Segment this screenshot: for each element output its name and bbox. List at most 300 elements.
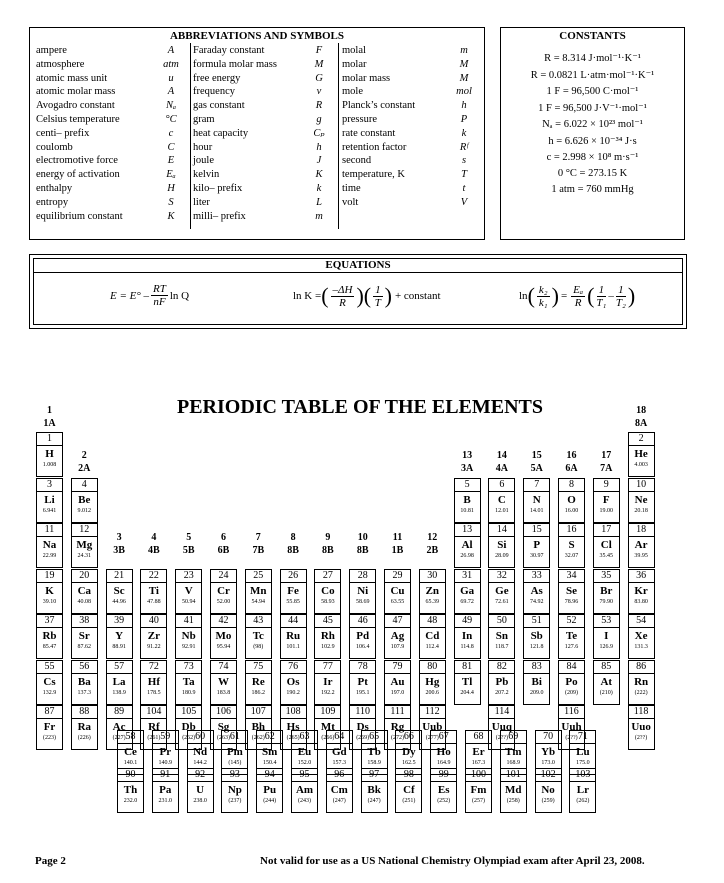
abbreviation-symbol: A [167,86,175,98]
abbreviation-symbol: Rᶠ [459,141,469,153]
element-cell [523,523,550,568]
group-number: 5 [186,532,192,543]
atomic-number: 17 [594,524,619,537]
atomic-mass: (262) [576,798,590,804]
element-cell [419,569,446,614]
element-symbol: Ru [286,630,301,642]
abbreviation-symbol: c [168,127,174,139]
atomic-mass: 101.1 [286,644,300,650]
element-cell [210,614,237,659]
element-cell [245,614,272,659]
atomic-mass: (243) [298,798,311,804]
element-cell [152,768,179,813]
abbreviation-term: liter [193,196,210,208]
group-number: 18 [636,405,647,416]
atomic-mass: (262) [251,735,265,741]
eq1-den: nF [153,296,166,308]
abbreviation-term: retention factor [342,141,407,153]
atomic-number: 11 [37,524,62,537]
element-symbol: H [45,448,54,460]
atomic-number: 65 [362,731,387,744]
element-cell [558,569,585,614]
element-cell [593,614,620,659]
atomic-number: 28 [350,570,375,583]
element-cell [71,523,98,568]
element-symbol: Ta [182,675,195,688]
atomic-mass: 200.6 [425,689,440,696]
element-symbol: Sg [217,721,230,733]
atomic-number: 1 [37,433,62,446]
abbreviation-symbol: t [462,183,466,194]
element-symbol: Co [321,584,335,597]
element-cell [140,569,167,614]
element-symbol: Au [390,675,405,688]
element-symbol: Gd [331,746,347,758]
atomic-number: 25 [246,570,271,583]
group-label: 4A [495,463,508,474]
group-label: 1A [43,418,56,429]
atomic-number: 118 [629,706,654,719]
atomic-number: 101 [501,769,526,782]
element-cell [395,768,422,813]
atomic-mass: 55.85 [286,598,300,605]
abbreviation-term: equilibrium constant [36,210,123,222]
eq3-close-paren-2: ) [627,283,636,308]
atomic-mass: 186.2 [251,689,266,696]
eq2-close-paren: ) [356,283,364,308]
atomic-number: 105 [176,706,201,719]
eq2-n2: 1 [375,283,381,296]
atomic-mass: 1.008 [42,462,57,468]
atomic-number: 12 [72,524,97,537]
element-symbol: K [45,584,54,597]
element-symbol: Cm [330,784,348,796]
element-cell [36,569,63,614]
element-cell [314,660,341,705]
atomic-mass: 69.72 [460,598,474,605]
atomic-number: 38 [72,615,97,628]
eq3-close-paren: ) [551,283,559,308]
element-symbol: N [532,493,541,506]
group-label: 4B [148,545,160,556]
element-cell [280,660,307,705]
atomic-number: 70 [536,731,561,744]
atomic-mass: (2??) [495,735,509,741]
element-symbol: Ni [357,584,369,597]
group-number: 16 [566,450,577,461]
atomic-mass: 106.4 [355,644,370,650]
group-number: 1 [47,405,52,416]
atomic-mass: (2??) [565,735,578,741]
abbreviation-term: milli– prefix [193,210,246,222]
atomic-number: 4 [72,479,97,492]
abbreviation-term: time [342,183,361,194]
abbreviation-term: entropy [36,196,69,208]
atomic-mass: 207.2 [495,689,509,696]
atomic-number: 6 [489,479,514,492]
atomic-mass: 232.0 [123,798,138,804]
atomic-mass: (226) [77,735,91,741]
atomic-mass: 137.3 [77,689,92,696]
element-symbol: S [568,539,575,551]
element-symbol: Pm [226,746,243,758]
element-cell [523,660,550,705]
element-cell [210,660,237,705]
abbreviation-symbol: K [167,210,175,222]
element-cell [349,660,376,705]
element-symbol: Y [115,630,124,642]
atomic-number: 91 [153,769,178,782]
element-symbol: Cr [217,584,230,597]
group-label: 8B [356,545,369,556]
atomic-number: 62 [257,731,282,744]
abbreviation-term: formula molar mass [193,58,277,70]
eq2-d2: T [374,296,381,309]
element-cell [593,478,620,523]
atomic-mass: 63.55 [390,598,405,605]
element-cell [117,768,144,813]
atomic-mass: 131.3 [634,644,648,650]
element-symbol: Am [295,784,314,796]
atomic-number: 30 [420,570,445,583]
atomic-mass: (272) [391,735,404,741]
atomic-number: 14 [489,524,514,537]
atomic-mass: (98) [253,644,264,650]
element-symbol: Re [251,675,265,688]
eq3-d2: R [574,296,582,309]
element-cell [245,660,272,705]
atomic-number: 20 [72,570,97,583]
group-label: 7A [600,463,613,474]
atomic-number: 46 [350,615,375,628]
element-cell [140,660,167,705]
element-symbol: Dy [402,746,416,758]
atomic-mass: 85.47 [42,644,57,650]
atomic-mass: 92.91 [181,644,196,650]
group-number: 17 [601,450,612,461]
eq3-minus: – [608,290,614,302]
abbreviation-symbol: K [315,169,323,181]
abbreviation-symbol: Cₚ [313,127,325,139]
atomic-number: 61 [222,731,247,744]
element-symbol: Os [286,675,300,688]
element-symbol: Mn [250,584,267,597]
element-symbol: W [218,675,229,688]
abbreviation-symbol: J [316,155,322,167]
element-cell [140,614,167,659]
element-symbol: Eu [297,746,312,758]
element-symbol: Pt [357,675,368,688]
eq3-d1: k₁ [538,296,548,309]
atomic-mass: (222) [634,689,648,696]
element-symbol: Cf [403,784,415,796]
abbreviation-term: second [342,155,372,167]
abbreviation-symbol: m [460,45,468,56]
element-symbol: Cu [390,584,405,597]
element-symbol: Db [181,721,196,733]
element-cell [454,569,481,614]
atomic-number: 49 [455,615,480,628]
element-cell [488,569,515,614]
atomic-number: 60 [188,731,213,744]
atomic-mass: 91.22 [147,644,161,650]
abbreviation-term: mole [342,86,363,98]
element-cell [454,478,481,523]
atomic-number: 59 [153,731,178,744]
abbreviation-term: Celsius temperature [36,114,120,125]
atomic-number: 74 [211,661,236,674]
atomic-number: 111 [385,706,410,719]
atomic-number: 82 [489,661,514,674]
element-cell [221,768,248,813]
constant-line: R = 8.314 J·mol⁻¹·K⁻¹ [544,53,641,64]
abbreviation-term: centi– prefix [36,127,90,139]
element-symbol: La [112,675,126,688]
eq3-n2: Eₐ [573,283,584,296]
atomic-mass: (2??) [634,735,648,741]
element-symbol: Cd [425,630,440,642]
element-symbol: Bk [367,784,381,796]
abbreviation-symbol: F [315,45,323,56]
atomic-mass: 74.92 [529,598,544,605]
atomic-mass: 140.1 [123,760,138,766]
atomic-number: 89 [107,706,132,719]
abbreviation-term: molal [342,45,366,56]
atomic-mass: 190.2 [286,689,300,696]
atomic-number: 21 [107,570,132,583]
atomic-number: 47 [385,615,410,628]
atomic-mass: 150.4 [262,760,277,766]
group-number: 2 [81,450,87,461]
atomic-mass: 50.94 [181,598,196,605]
atomic-mass: 19.00 [599,507,614,514]
element-symbol: Tb [367,746,381,758]
atomic-mass: 197.0 [390,689,405,696]
atomic-number: 116 [559,706,584,719]
element-cell [558,660,585,705]
atomic-number: 34 [559,570,584,583]
element-cell [210,569,237,614]
element-symbol: Ra [77,721,92,733]
constant-line: 0 °C = 273.15 K [557,167,628,179]
element-cell [628,478,655,523]
abbreviation-term: kilo– prefix [193,183,243,194]
group-number: 13 [462,450,473,461]
atomic-mass: 127.6 [564,644,579,650]
atomic-mass: 132.9 [42,689,57,696]
element-symbol: Rg [390,721,405,733]
atomic-mass: 12.01 [495,507,509,514]
atomic-number: 68 [466,731,491,744]
element-cell [558,523,585,568]
abbreviation-term: kelvin [193,169,220,181]
atomic-mass: 40.08 [77,598,92,605]
atomic-mass: (265) [286,735,300,741]
element-symbol: Uuh [561,721,582,733]
abbreviation-term: electromotive force [36,155,118,167]
atomic-mass: 26.98 [460,553,474,559]
atomic-mass: (247) [332,798,346,804]
eq3-open-paren: ( [527,283,535,308]
atomic-mass: 118.7 [495,644,509,650]
atomic-mass: (247) [367,798,381,804]
atomic-mass: (252) [437,798,451,804]
eq2-right: + constant [394,290,441,302]
atomic-number: 93 [222,769,247,782]
atomic-number: 81 [455,661,480,674]
element-cell [71,614,98,659]
element-cell [488,660,515,705]
atomic-mass: 58.69 [355,598,370,605]
abbreviation-term: heat capacity [193,127,249,139]
constant-line: c = 2.998 × 10⁸ m·s⁻¹ [546,152,639,163]
element-cell [384,614,411,659]
element-cell [36,523,63,568]
element-symbol: Al [461,539,473,551]
eq3-d3: T₁ [596,296,607,309]
atomic-mass: 140.9 [158,760,173,766]
element-symbol: Es [437,784,450,796]
atomic-number: 10 [629,479,654,492]
element-cell [175,660,202,705]
abbreviation-symbol: H [167,183,175,194]
atomic-number: 112 [420,706,445,719]
atomic-mass: 168.9 [506,760,521,766]
atomic-mass: 209.0 [529,689,544,696]
element-symbol: Tl [461,675,473,688]
group-label: 8A [634,418,648,429]
atomic-number: 76 [281,661,306,674]
atomic-number: 99 [431,769,456,782]
abbreviation-symbol: Eₐ [166,169,176,181]
atomic-number: 85 [594,661,619,674]
atomic-mass: 204.4 [460,689,474,696]
atomic-number: 83 [524,661,549,674]
eq3-equals: = [560,290,568,302]
atomic-number: 41 [176,615,201,628]
element-cell [593,660,620,705]
atomic-number: 43 [246,615,271,628]
element-symbol: Zr [147,630,160,642]
atomic-mass: 83.80 [634,598,648,605]
eq3-n1: k₂ [538,283,548,296]
element-symbol: Pb [495,675,509,688]
element-symbol: Fe [287,584,299,597]
atomic-mass: 20.18 [634,507,648,514]
element-cell [256,768,283,813]
element-cell [628,705,655,750]
element-symbol: Er [472,746,485,758]
atomic-mass: 88.91 [112,644,126,650]
atomic-mass: (251) [402,798,416,804]
element-symbol: Si [497,539,507,551]
abbreviation-symbol: m [315,210,323,222]
atomic-number: 45 [315,615,340,628]
abbreviation-symbol: T [461,169,467,181]
atomic-number: 106 [211,706,236,719]
abbreviation-symbol: u [168,72,174,84]
atomic-number: 31 [455,570,480,583]
element-symbol: Be [78,493,91,506]
element-symbol: O [567,493,576,506]
atomic-mass: (263) [217,735,230,741]
atomic-number: 52 [559,615,584,628]
element-symbol: Rb [42,630,57,642]
atomic-mass: 152.0 [297,760,312,766]
atomic-mass: 183.8 [216,689,231,696]
element-symbol: Lu [576,746,590,758]
element-cell [291,768,318,813]
element-symbol: Xe [634,630,648,642]
group-number: 9 [325,532,331,543]
element-cell [465,768,492,813]
atomic-number: 108 [281,706,306,719]
element-cell [593,569,620,614]
atomic-mass: 95.94 [216,644,231,650]
atomic-mass: 192.2 [321,689,335,696]
element-symbol: Lr [576,784,589,796]
atomic-number: 95 [292,769,317,782]
group-label: 2A [78,463,91,474]
group-label: 6B [217,545,230,556]
atomic-mass: (277) [425,735,439,741]
atomic-number: 97 [362,769,387,782]
atomic-mass: (258) [506,798,520,804]
element-symbol: Ba [77,675,91,688]
element-cell [454,523,481,568]
atomic-mass: 162.5 [402,760,416,766]
atomic-number: 56 [72,661,97,674]
eq3-open-paren-2: ( [587,283,595,308]
atomic-mass: 65.39 [425,598,440,605]
footer-notice: Not valid for use as a US National Chemistry Olympiad exam after April 23, 2008. [260,855,645,867]
abbreviation-symbol: A [167,45,175,56]
atomic-number: 80 [420,661,445,674]
atomic-number: 53 [594,615,619,628]
abbreviation-symbol: P [460,114,468,125]
atomic-mass: 47.88 [147,598,161,605]
atomic-number: 92 [188,769,213,782]
atomic-mass: 138.9 [112,689,126,696]
element-cell [523,614,550,659]
element-cell [175,569,202,614]
element-cell [245,569,272,614]
atomic-mass: 231.0 [158,798,173,804]
atomic-mass: 144.2 [193,760,207,766]
atomic-mass: 52.00 [216,598,231,605]
abbreviation-term: gram [193,114,215,125]
atomic-mass: 58.93 [321,598,335,605]
group-number: 10 [357,532,368,543]
constant-line: Nₐ = 6.022 × 10²³ mol⁻¹ [542,119,643,130]
abbreviation-term: energy of activation [36,169,120,181]
atomic-mass: (259) [541,798,555,804]
group-number: 14 [496,450,507,461]
abbreviation-symbol: G [315,72,323,84]
atomic-number: 24 [211,570,236,583]
abbreviation-term: frequency [193,86,235,98]
page-number: Page 2 [35,855,66,867]
atomic-number: 79 [385,661,410,674]
abbreviation-symbol: k [316,183,322,194]
atomic-mass: 10.81 [460,507,474,514]
atomic-number: 78 [350,661,375,674]
element-cell [314,569,341,614]
atomic-mass: 158.9 [367,760,381,766]
eq2-left: ln K = [293,290,322,302]
atomic-number: 27 [315,570,340,583]
eq3-n4: 1 [618,283,624,296]
